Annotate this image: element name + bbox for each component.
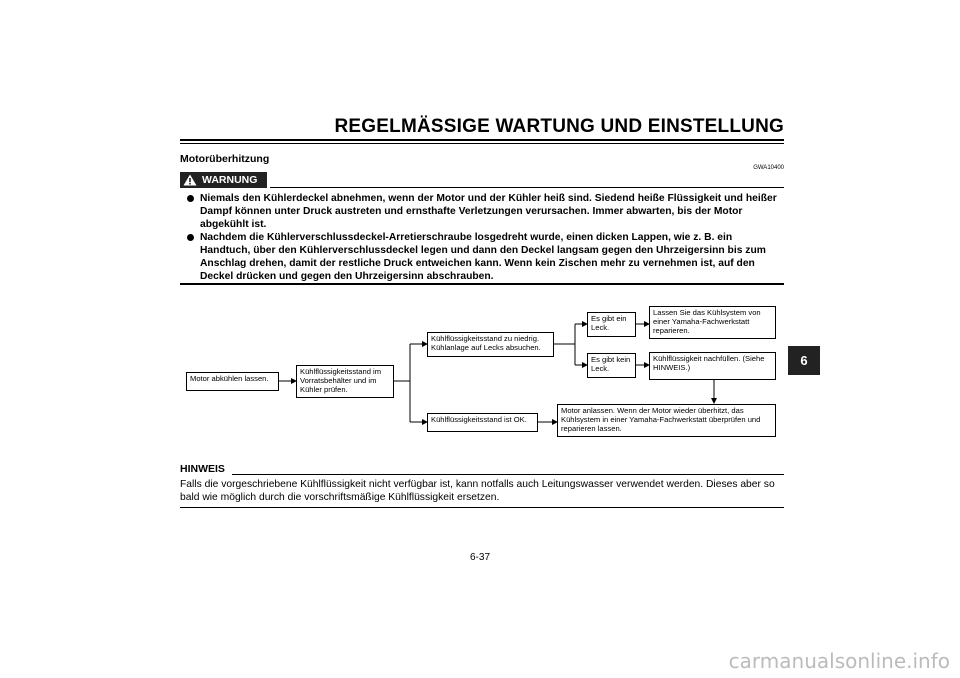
section-title: Motorüberhitzung	[180, 153, 270, 165]
flow-box-leak: Es gibt ein Leck.	[587, 312, 636, 337]
chapter-tab: 6	[788, 346, 820, 375]
flow-box-noleak: Es gibt kein Leck.	[587, 353, 636, 378]
flow-box-ok: Kühlflüssigkeitsstand ist OK.	[427, 413, 538, 432]
flow-box-check: Kühlflüssigkeitsstand im Vorratsbehälter und im Kühler prüfen.	[296, 365, 394, 398]
warning-label: WARNUNG	[202, 174, 258, 186]
flow-box-refill: Kühlflüssigkeit nachfüllen. (Siehe HINWEIS.)	[649, 352, 776, 380]
warning-item-text: Nachdem die Kühlerverschlussdeckel-Arretierschraube losgedreht wurde, einen dicken Lappen, wie z. B. ein Handtuch, über den Kühlerverschlussdeckel legen und dann den Deckel langsam gegen den Uhrzeigersinn bis zum Anschlag drehen, damit der restliche Druck entweichen kann. Wenn kein Zischen mehr zu vernehmen ist, auf den Deckel drücken und gegen den Uhrzeigersinn abschrauben.	[200, 232, 766, 282]
note-label: HINWEIS	[180, 463, 225, 475]
page-number: 6-37	[469, 552, 490, 563]
flow-box-start: Motor anlassen. Wenn der Motor wieder überhitzt, das Kühlsystem in einer Yamaha-Fachwerkstatt überprüfen und reparieren lassen.	[557, 404, 776, 437]
warning-item-text: Niemals den Kühlerdeckel abnehmen, wenn der Motor und der Kühler heiß sind. Siedend heiße Flüssigkeit und heißer Dampf können unter Druck austreten und ernsthafte Verletzungen verursachen. Immer abwarten, bis der Motor abgekühlt ist.	[200, 193, 777, 230]
flow-box-cool: Motor abkühlen lassen.	[186, 372, 279, 391]
flow-box-low: Kühlflüssigkeitsstand zu niedrig. Kühlanlage auf Lecks absuchen.	[427, 332, 554, 357]
watermark: carmanualsonline.info	[728, 649, 950, 673]
note-rule	[232, 474, 784, 475]
flow-box-dealer: Lassen Sie das Kühlsystem von einer Yamaha-Fachwerkstatt reparieren.	[649, 306, 776, 339]
page-title: REGELMÄSSIGE WARTUNG UND EINSTELLUNG	[334, 116, 784, 137]
warning-code: GWA10400	[753, 165, 784, 171]
note-text: Falls die vorgeschriebene Kühlflüssigkeit nicht verfügbar ist, kann notfalls auch Leitungswasser verwendet werden. Dieses aber so bald wie möglich durch die vorschriftsmäßige Kühlflüssigkeit ersetzen.	[180, 479, 775, 503]
note-bottom-rule	[180, 507, 784, 508]
